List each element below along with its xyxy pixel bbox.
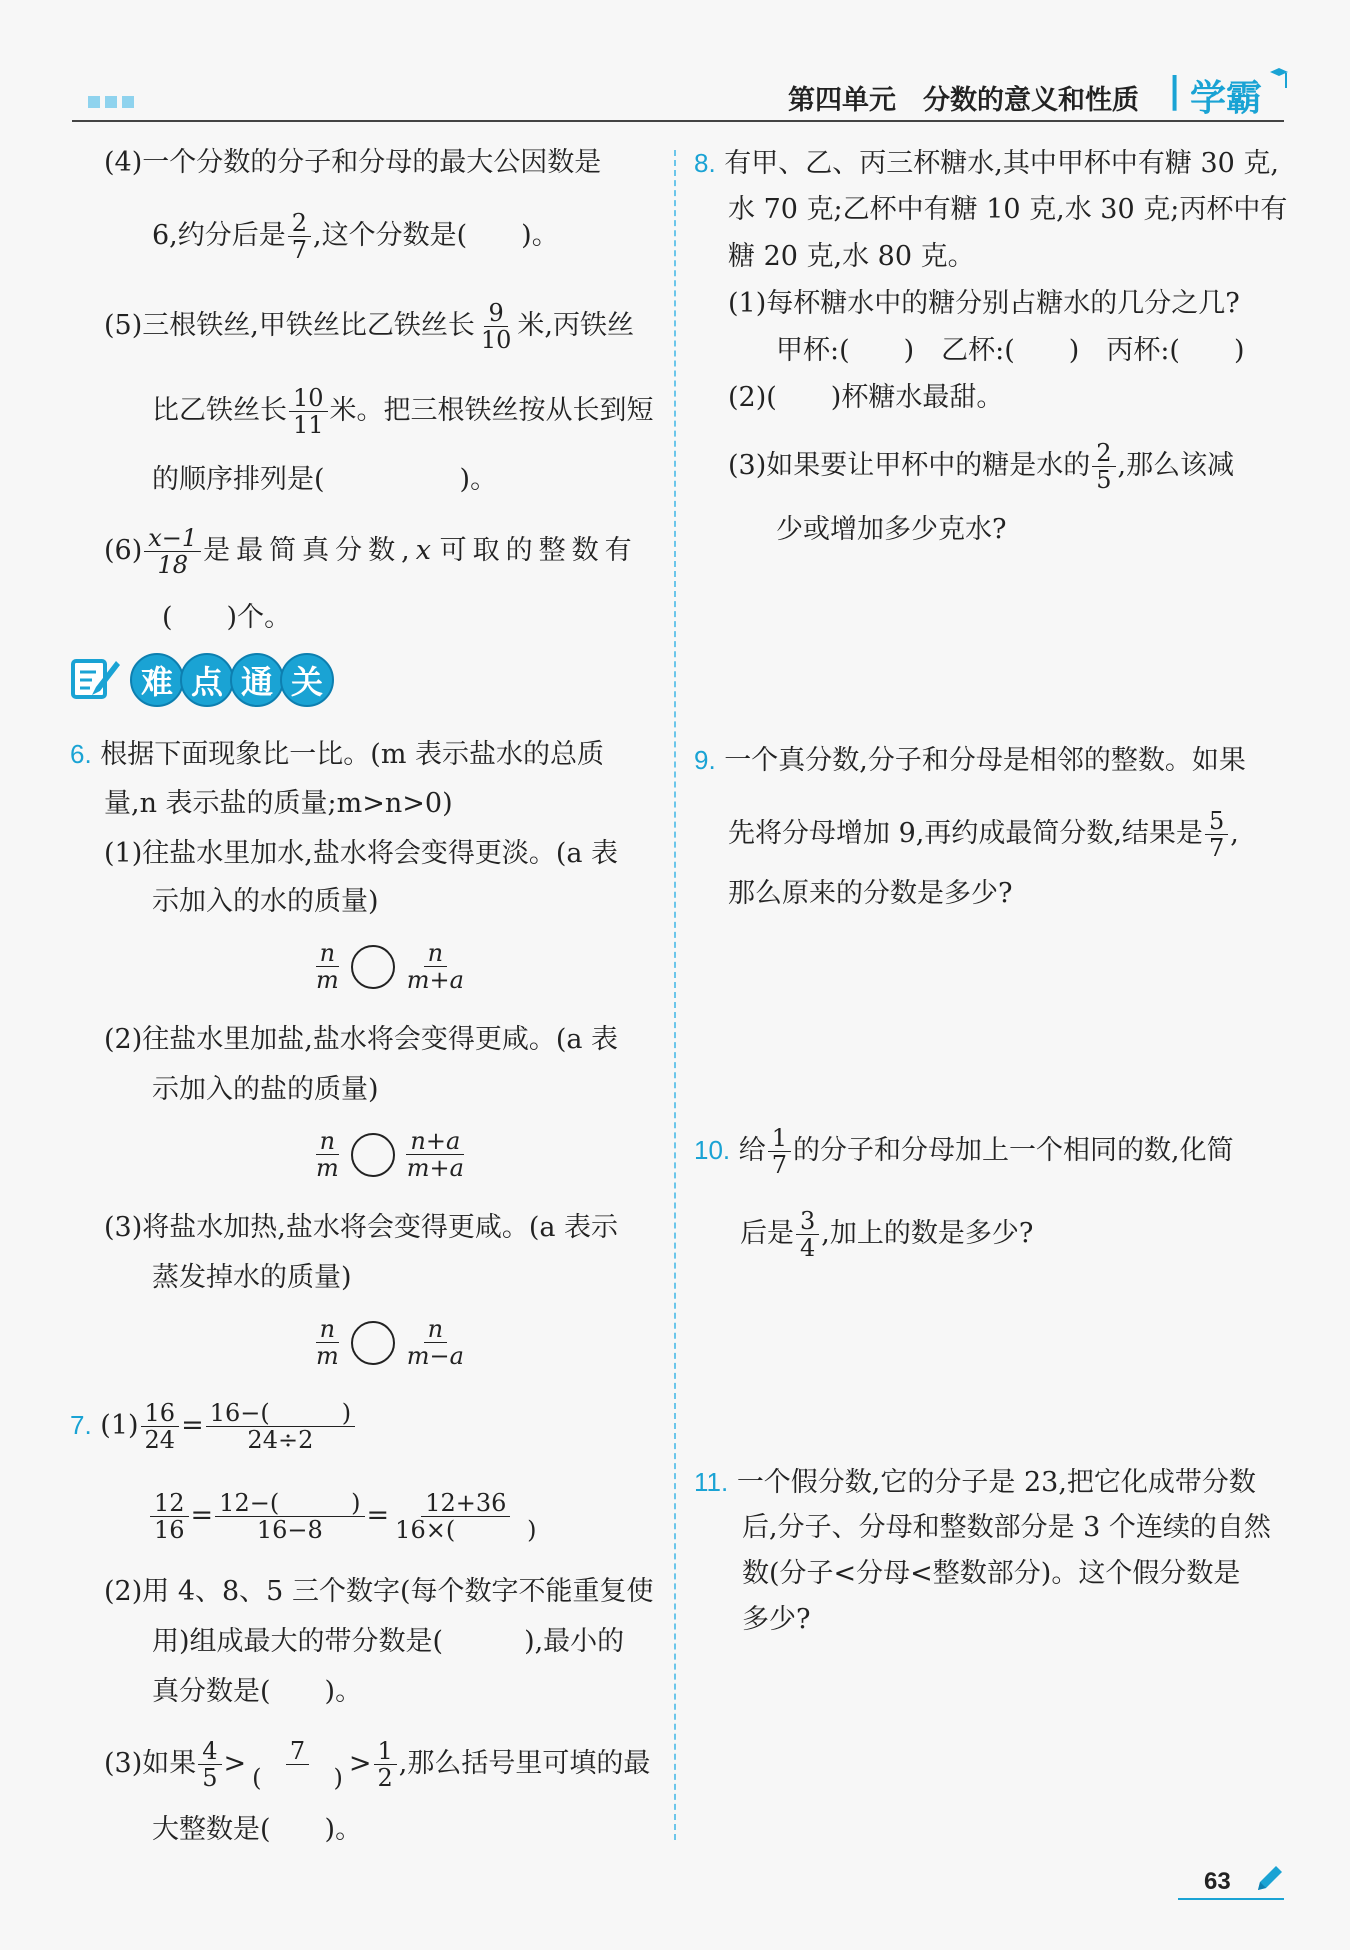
q11-line4: 多少? (742, 1604, 811, 1635)
q6s-line1: (6) $\frac{x-1}{18}$ 是最简真分数,x 可取的整数有 (104, 524, 638, 579)
section-char: 点 (180, 653, 234, 707)
q6-p2-line2: 示加入的盐的质量) (152, 1074, 379, 1105)
compare-circle-blank[interactable] (351, 945, 395, 989)
q6-p1-compare: $\frac{n}{m}$ $\frac{n}{m+a}$ (316, 939, 464, 994)
q8-p3-line1: (3)如果要让甲杯中的糖是水的 $\frac{2}{5}$ ,那么该减 (728, 439, 1235, 494)
q8-line1: 8. 有甲、乙、丙三杯糖水,其中甲杯中有糖 30 克, (694, 148, 1279, 179)
q7-p2-line2: 用)组成最大的带分数是( ),最小的 (152, 1626, 625, 1657)
notebook-pencil-icon (70, 655, 122, 705)
fraction: $\frac{2}{7}$ (288, 210, 311, 263)
q10-line1: 10. 给 $\frac{1}{7}$ 的分子和分母加上一个相同的数,化简 (694, 1124, 1234, 1179)
q6-line1: 6. 根据下面现象比一比。(m 表示盐水的总质 (70, 739, 604, 770)
section-char: 通 (230, 653, 284, 707)
q7-p2-line1: (2)用 4、8、5 三个数字(每个数字不能重复使 (104, 1576, 654, 1607)
q7-p2-line3: 真分数是( )。 (152, 1676, 363, 1707)
q8-line3: 糖 20 克,水 80 克。 (728, 241, 975, 272)
q5-line1: (5)三根铁丝,甲铁丝比乙铁丝长 $\frac{9}{10}$ 米,丙铁丝 (104, 299, 634, 354)
brand-logo: 学霸 (1190, 78, 1263, 119)
q5-line3: 的顺序排列是( )。 (152, 464, 498, 495)
graduation-cap-icon (1268, 66, 1290, 96)
q11-line3: 数(分子<分母<整数部分)。这个假分数是 (742, 1558, 1241, 1589)
fraction: $\frac{9}{10}$ (480, 299, 512, 354)
q8-p1: (1)每杯糖水中的糖分别占糖水的几分之几? (728, 288, 1240, 319)
q9-line3: 那么原来的分数是多少? (728, 878, 1013, 909)
q4-line1: (4)一个分数的分子和分母的最大公因数是 (104, 147, 602, 178)
section-char: 难 (130, 653, 184, 707)
q9-line2: 先将分母增加 9,再约成最简分数,结果是 $\frac{5}{7}$ , (728, 807, 1239, 862)
question-number: 9. (694, 745, 716, 775)
q6-p3-compare: $\frac{n}{m}$ $\frac{n}{m-a}$ (316, 1315, 464, 1370)
question-number: 7. (70, 1410, 92, 1440)
header-decoration (88, 93, 139, 112)
q6-p2-line1: (2)往盐水里加盐,盐水将会变得更咸。(a 表 (104, 1024, 619, 1055)
q8-p3-line2: 少或增加多少克水? (776, 514, 1007, 545)
question-number: 6. (70, 739, 92, 769)
q11-line2: 后,分子、分母和整数部分是 3 个连续的自然 (742, 1512, 1271, 1543)
q9-line1: 9. 一个真分数,分子和分母是相邻的整数。如果 (694, 745, 1246, 776)
section-title-difficulty (70, 653, 330, 707)
section-char: 关 (280, 653, 334, 707)
brand-separator: | (1168, 70, 1182, 111)
column-divider (674, 150, 676, 1840)
q5-line2: 比乙铁丝长 $\frac{10}{11}$ 米。把三根铁丝按从长到短 (152, 384, 654, 439)
unit-title: 第四单元 分数的意义和性质 (788, 85, 1139, 116)
q6-p2-compare: $\frac{n}{m}$ $\frac{n+a}{m+a}$ (316, 1127, 464, 1182)
q7-p3-line2: 大整数是( )。 (152, 1814, 363, 1845)
compare-circle-blank[interactable] (351, 1133, 395, 1177)
q7-p3-line1: (3)如果 $\frac{4}{5}$ > $\frac{7}{( )}$ > $\frac{1}{2}$ ,那么括号里可填的最 (104, 1737, 651, 1792)
header-rule (72, 120, 1284, 122)
fraction: $\frac{x-1}{18}$ (144, 525, 201, 578)
question-number: 8. (694, 148, 716, 178)
question-number: 10. (694, 1135, 731, 1165)
q6-p1-line1: (1)往盐水里加水,盐水将会变得更淡。(a 表 (104, 838, 619, 869)
q10-line2: 后是 $\frac{3}{4}$ ,加上的数是多少? (740, 1207, 1034, 1262)
q8-line2: 水 70 克;乙杯中有糖 10 克,水 30 克;丙杯中有 (728, 194, 1288, 225)
q6-line2: 量,n 表示盐的质量;m>n>0) (104, 788, 453, 819)
q8-p2: (2)( )杯糖水最甜。 (728, 382, 1004, 413)
q6-p1-line2: 示加入的水的质量) (152, 886, 379, 917)
q6-p3-line2: 蒸发掉水的质量) (152, 1262, 352, 1293)
q8-p1-cups: 甲杯:( ) 乙杯:( ) 丙杯:( ) (776, 335, 1245, 366)
q7-p1-eq2: $\frac{12}{16}$ = $\frac{12-( )}{16-8}$ = $\frac{12+36}{16\times( )}$ (148, 1490, 543, 1543)
q11-line1: 11. 一个假分数,它的分子是 23,把它化成带分数 (694, 1467, 1256, 1498)
q4-line2: 6,约分后是 $\frac{2}{7}$ ,这个分数是( )。 (152, 209, 559, 264)
q7-p1-eq1: 7. (1) $\frac{16}{24}$ = $\frac{16-( )}{24\div 2}$ (70, 1400, 357, 1453)
compare-circle-blank[interactable] (351, 1321, 395, 1365)
q6s-line2: ( )个。 (162, 602, 292, 633)
fraction: $\frac{10}{11}$ (289, 385, 328, 438)
pencil-icon (1252, 1862, 1286, 1900)
page-number: 63 (1204, 1868, 1231, 1895)
footer-rule (1178, 1898, 1284, 1900)
q6-p3-line1: (3)将盐水加热,盐水将会变得更咸。(a 表示 (104, 1212, 619, 1243)
question-number: 11. (694, 1467, 729, 1497)
